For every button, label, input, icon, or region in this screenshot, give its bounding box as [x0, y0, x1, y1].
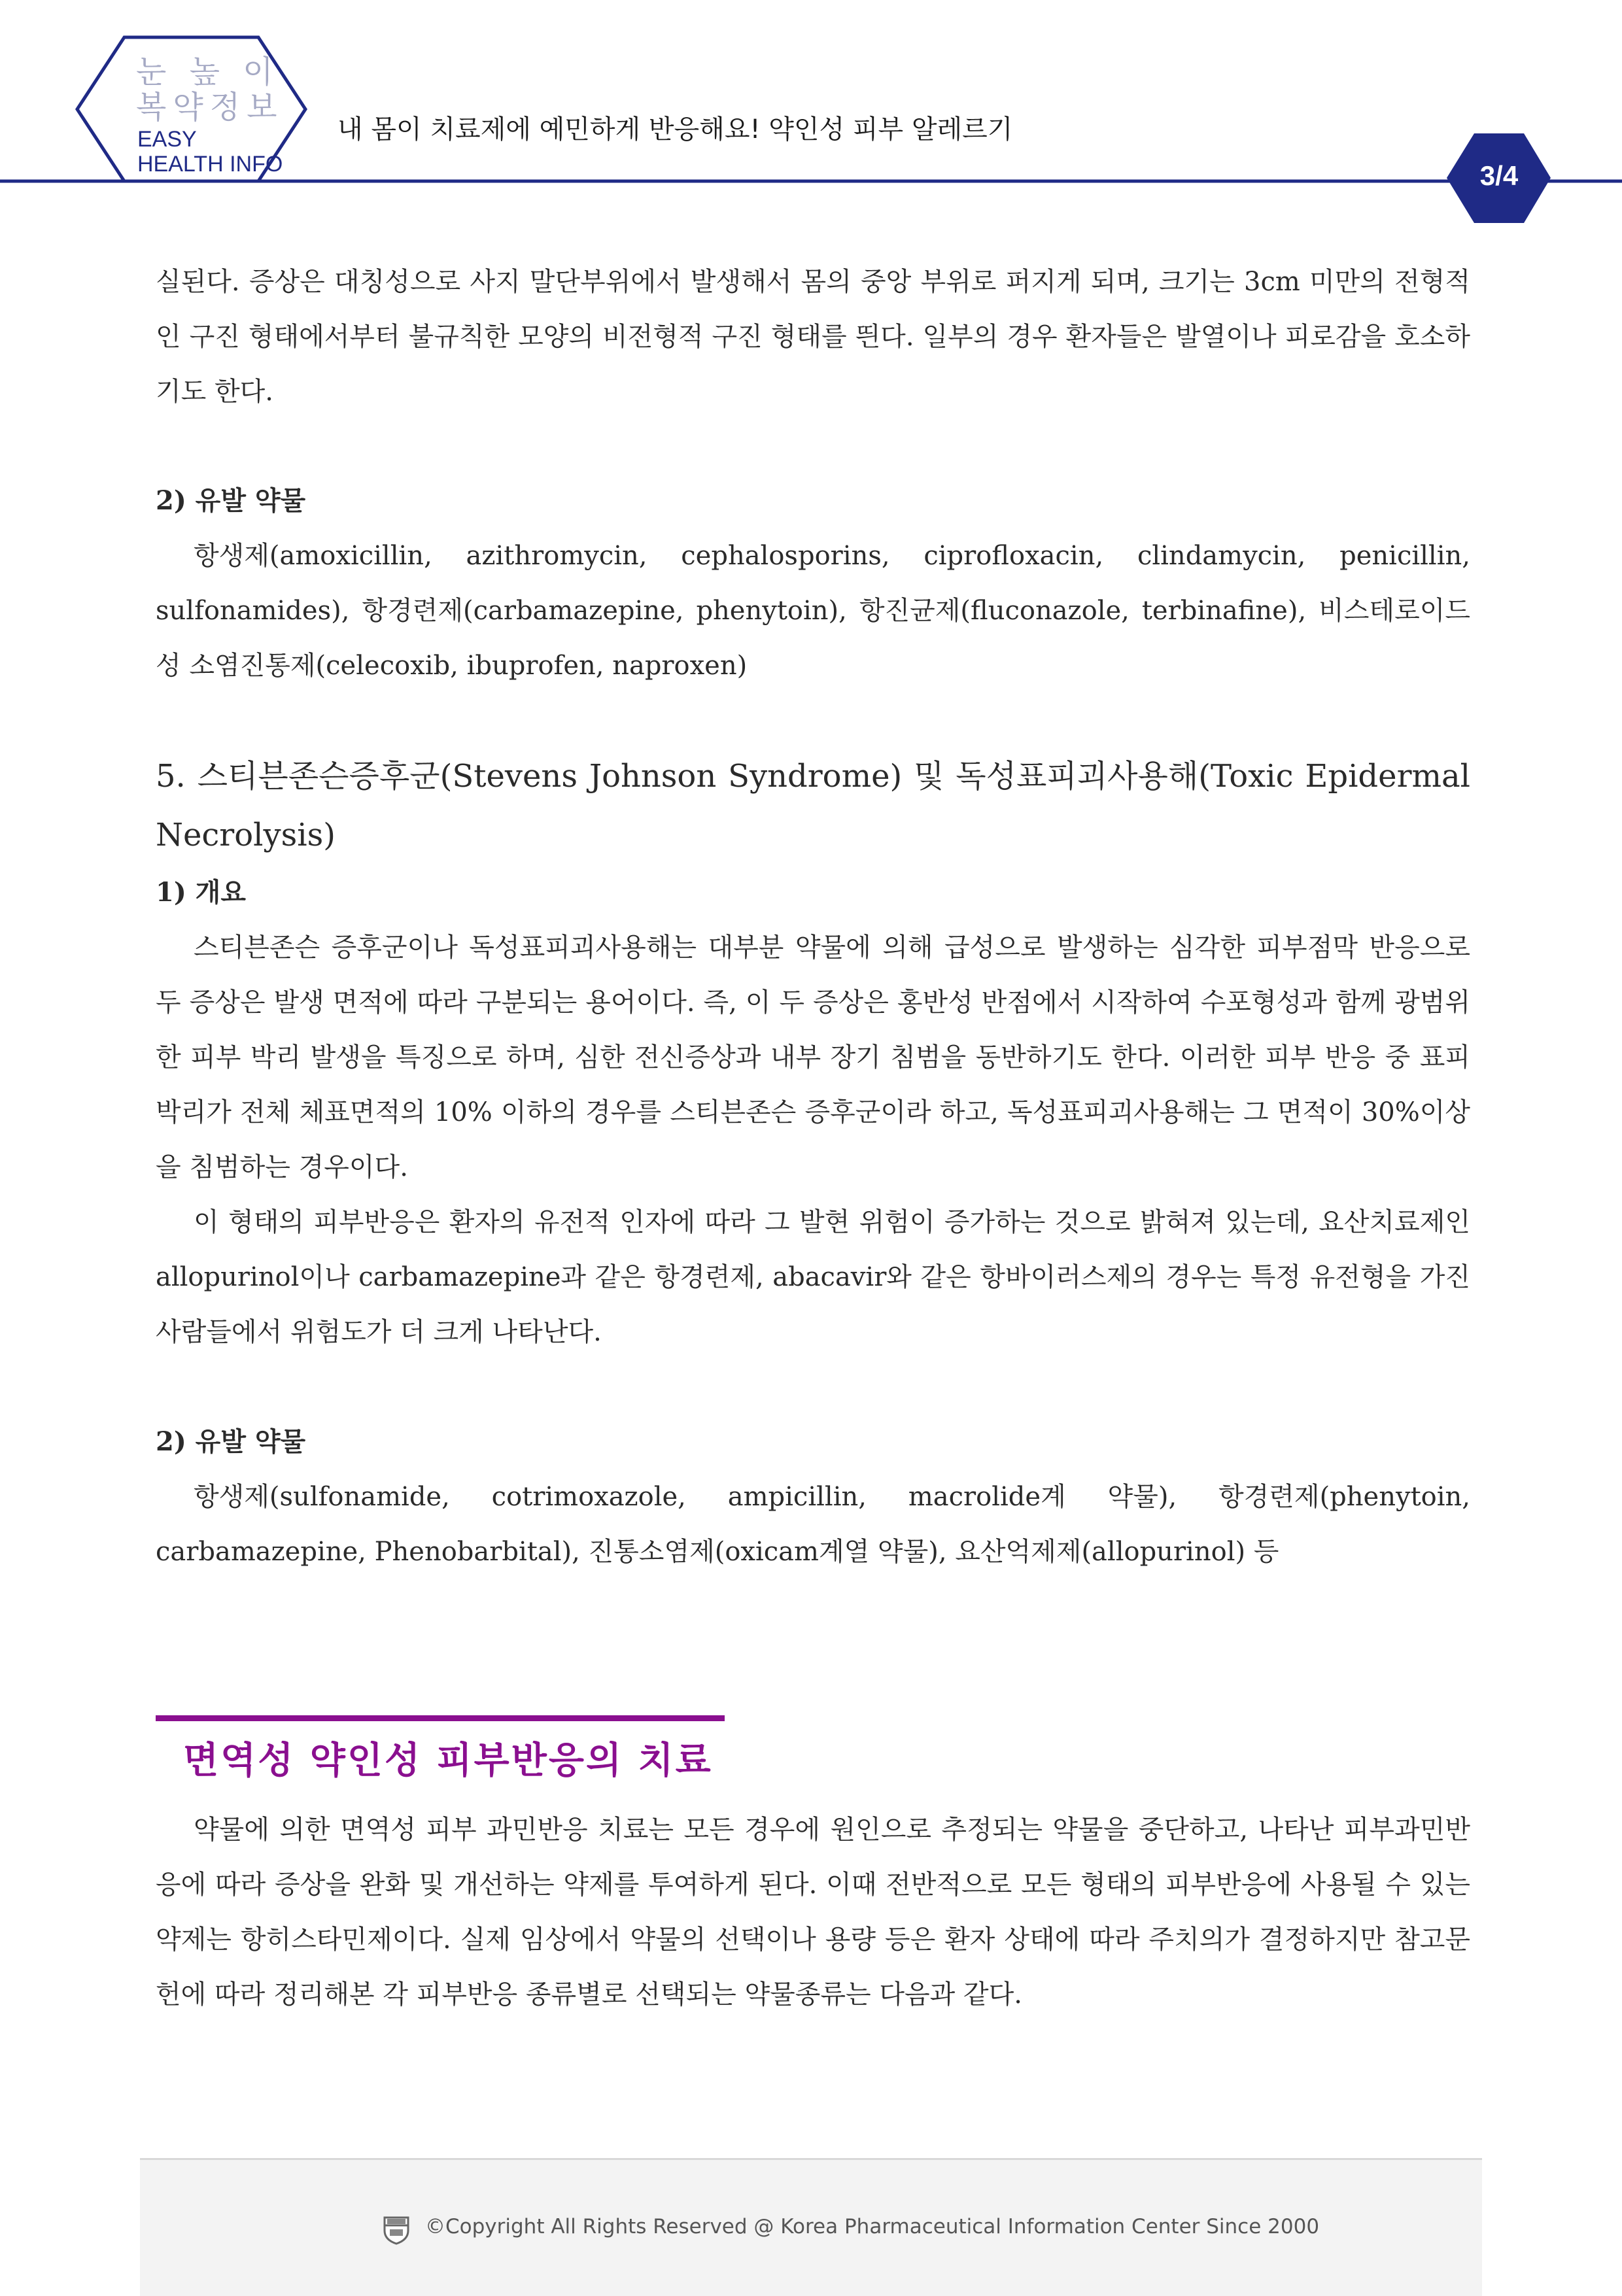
intro-paragraph: 실된다. 증상은 대칭성으로 사지 말단부위에서 발생해서 몸의 중앙 부위로 퍼지게 되며, 크기는 3cm 미만의 전형적인 구진 형태에서부터 불규칙한 모양의 비전형적 구진 형태를 띈다. 일부의 경우 환자들은 발열이나 피로감을 호소하기도 한다. — [156, 267, 1470, 407]
drugs-paragraph-2: 항생제(sulfonamide, cotrimoxazole, ampicillin, macrolide계 약물), 항경련제(phenytoin, carbamazepine, Phenobarbital), 진통소염제(oxicam계열 약물), 요산억제제(allopurinol) 등 — [156, 1482, 1470, 1567]
logo-english-line2: HEALTH INFO — [137, 152, 283, 177]
treatment-title: 면역성 약인성 피부반응의 치료 — [183, 1739, 713, 1782]
logo-english-line1: EASY — [137, 127, 197, 152]
overview-paragraph-1: 스티븐존슨 증후군이나 독성표피괴사용해는 대부분 약물에 의해 급성으로 발생하는 심각한 피부점막 반응으로 두 증상은 발생 면적에 따라 구분되는 용어이다. 즉, 이 두 증상은 홍반성 반점에서 시작하여 수포형성과 함께 광범위한 피부 박리 발생을 특징으로 하며, 심한 전신증상과 내부 장기 침범을 동반하기도 한다. 이러한 피부 반응 중 표피 박리가 전체 체표면적의 10% 이하의 경우를 스티븐존슨 증후군이라 하고, 독성표피괴사용해는 그 면적이 30%이상을 침범하는 경우이다. — [156, 933, 1470, 1182]
footer-copyright: ©Copyright All Rights Reserved @ Korea Pharmaceutical Information Center Since 2000 — [425, 2215, 1320, 2238]
overview-heading: 1) 개요 — [156, 877, 246, 908]
page-footer — [140, 2158, 1482, 2296]
drugs-heading-1: 2) 유발 약물 — [156, 485, 306, 516]
treatment-paragraph: 약물에 의한 면역성 피부 과민반응 치료는 모든 경우에 원인으로 추정되는 약물을 중단하고, 나타난 피부과민반응에 따라 증상을 완화 및 개선하는 약제를 투여하게 된다. 이때 전반적으로 모든 형태의 피부반응에 사용될 수 있는 약제는 항히스타민제이다. 실제 임상에서 약물의 선택이나 용량 등은 환자 상태에 따라 주치의가 결정하지만 참고문헌에 따라 정리해본 각 피부반응 종류별로 선택되는 약물종류는 다음과 같다. — [156, 1815, 1470, 2010]
section-5-heading: 5. 스티븐존슨증후군(Stevens Johnson Syndrome) 및 독성표피괴사용해(Toxic Epidermal Necrolysis) — [156, 758, 1470, 853]
drugs-heading-2: 2) 유발 약물 — [156, 1426, 306, 1457]
header-title: 내 몸이 치료제에 예민하게 반응해요! 약인성 피부 알레르기 — [337, 114, 1013, 145]
logo-korean-line1: 눈 높 이 — [136, 54, 280, 90]
logo-korean-line2: 복약정보 — [136, 89, 284, 126]
drugs-paragraph-1: 항생제(amoxicillin, azithromycin, cephalosporins, ciprofloxacin, clindamycin, penicillin, sulfonamides), 항경련제(carbamazepine, phenytoin), 항진균제(fluconazole, terbinafine), 비스테로이드성 소염진통제(celecoxib, ibuprofen, naproxen) — [156, 541, 1470, 681]
treatment-title-rule — [156, 1715, 725, 1721]
page-number: 3/4 — [1479, 160, 1519, 191]
page-header — [0, 0, 1622, 235]
overview-paragraph-2: 이 형태의 피부반응은 환자의 유전적 인자에 따라 그 발현 위험이 증가하는 것으로 밝혀져 있는데, 요산치료제인 allopurinol이나 carbamazepine과 같은 항경련제, abacavir와 같은 항바이러스제의 경우는 특정 유전형을 가진 사람들에서 위험도가 더 크게 나타난다. — [156, 1207, 1470, 1347]
kpic-shield-icon — [382, 2214, 411, 2245]
